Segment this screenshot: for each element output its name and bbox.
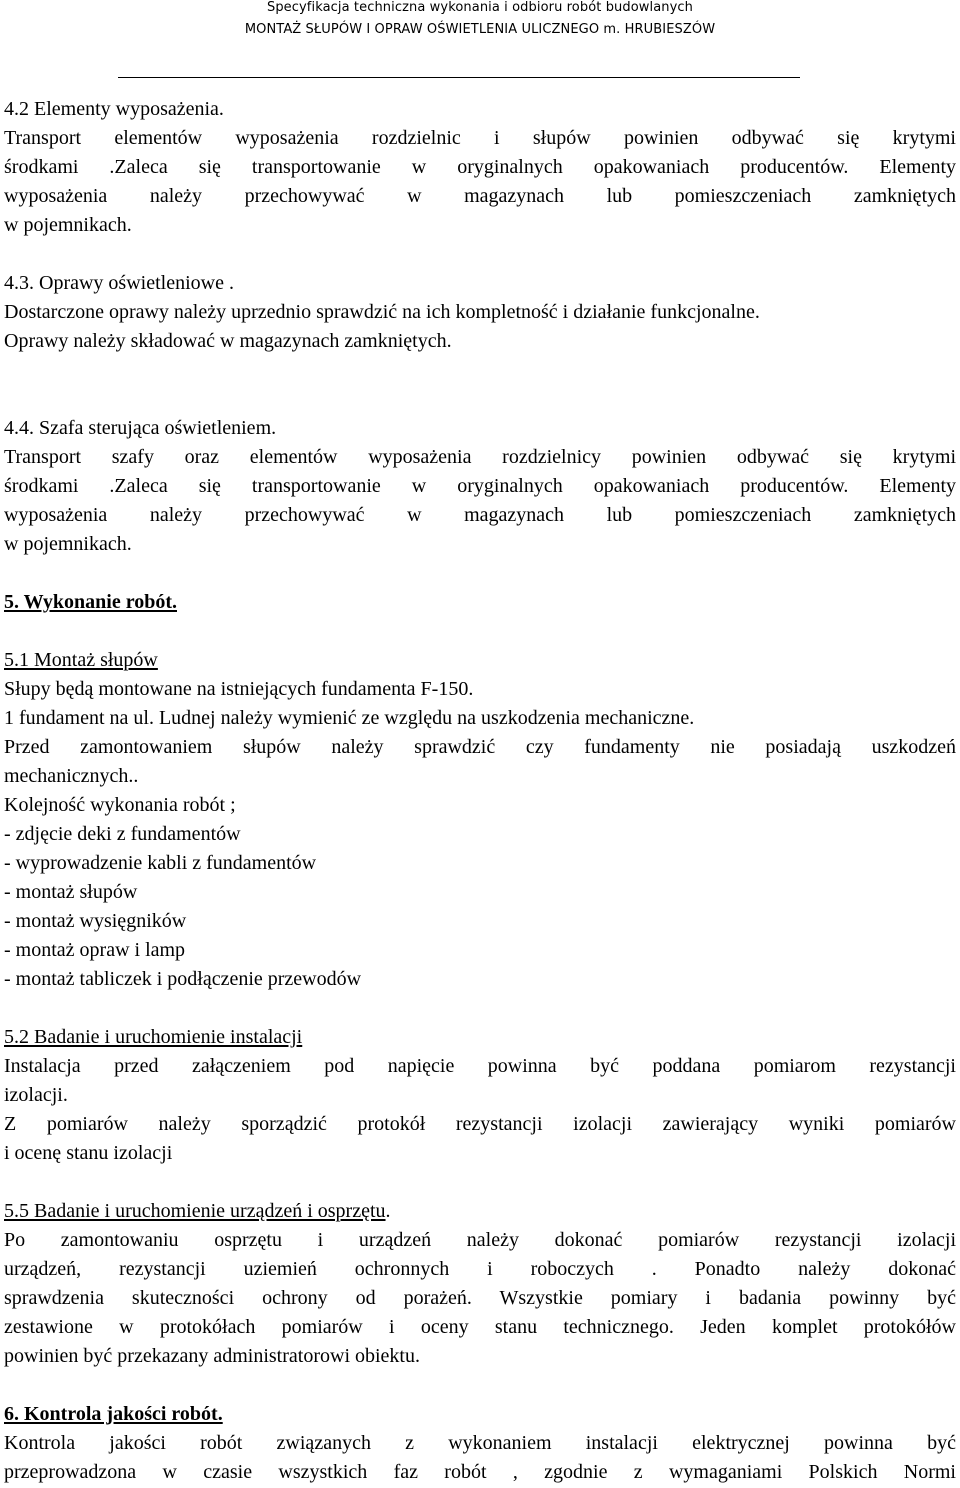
list-item: - zdjęcie deki z fundamentów bbox=[4, 823, 241, 845]
section-5-5 bbox=[4, 1197, 956, 1371]
list-item: - montaż wysięgników bbox=[4, 910, 187, 932]
paragraph-line: wyposażenia należy przechowywać w magazynach lub pomieszczeniach zamkniętych bbox=[4, 504, 956, 526]
paragraph-line: Oprawy należy składować w magazynach zamkniętych. bbox=[4, 330, 452, 352]
section-6 bbox=[4, 1400, 956, 1487]
paragraph-line: Kolejność wykonania robót ; bbox=[4, 794, 236, 816]
paragraph-line: w pojemnikach. bbox=[4, 533, 132, 555]
section-5-2 bbox=[4, 1023, 956, 1168]
paragraph-line: zestawione w protokółach pomiarów i oceny stanu technicznego. Jeden komplet protokółów bbox=[4, 1316, 956, 1338]
chapter-heading-text: 5. Wykonanie robót. bbox=[4, 591, 177, 613]
paragraph-line: Słupy będą montowane na istniejących fundamenta F-150. bbox=[4, 678, 474, 700]
chapter-heading bbox=[4, 1400, 956, 1429]
paragraph-line: w pojemnikach. bbox=[4, 214, 132, 236]
paragraph-line: Kontrola jakości robót związanych z wykonaniem instalacji elektrycznej powinna być bbox=[4, 1432, 956, 1454]
section-heading-text: 5.1 Montaż słupów bbox=[4, 649, 158, 671]
chapter-heading-text: 6. Kontrola jakości robót. bbox=[4, 1403, 223, 1425]
list-item: - montaż słupów bbox=[4, 881, 138, 903]
paragraph-line: Po zamontowaniu osprzętu i urządzeń należy dokonać pomiarów rezystancji izolacji bbox=[4, 1229, 956, 1251]
section-4-4 bbox=[4, 414, 956, 559]
paragraph-line: środkami .Zaleca się transportowanie w oryginalnych opakowaniach producentów. Elementy bbox=[4, 475, 956, 497]
paragraph-line: przeprowadzona w czasie wszystkich faz robót , zgodnie z wymaganiami Polskich Normi bbox=[4, 1461, 956, 1483]
header-document-type: Specyfikacja techniczna wykonania i odbioru robót budowlanych bbox=[266, 0, 694, 15]
paragraph-line: Dostarczone oprawy należy uprzednio sprawdzić na ich kompletność i działanie funkcjonalne. bbox=[4, 301, 760, 323]
paragraph-line: wyposażenia należy przechowywać w magazynach lub pomieszczeniach zamkniętych bbox=[4, 185, 956, 207]
section-4-3 bbox=[4, 269, 956, 356]
document-body bbox=[4, 95, 956, 1487]
section-5-1 bbox=[4, 646, 956, 994]
paragraph-line: Z pomiarów należy sporządzić protokół rezystancji izolacji zawierający wyniki pomiarów bbox=[4, 1113, 956, 1135]
list-item: - montaż tabliczek i podłączenie przewodów bbox=[4, 968, 362, 990]
section-heading: 4.3. Oprawy oświetleniowe . bbox=[4, 272, 234, 294]
paragraph-line: mechanicznych.. bbox=[4, 765, 139, 787]
section-heading: 4.4. Szafa sterująca oświetleniem. bbox=[4, 417, 277, 439]
chapter-heading bbox=[4, 588, 956, 617]
section-heading bbox=[4, 646, 956, 675]
paragraph-line: i ocenę stanu izolacji bbox=[4, 1142, 173, 1164]
list-item: - montaż opraw i lamp bbox=[4, 939, 186, 961]
paragraph-line: izolacji. bbox=[4, 1084, 68, 1106]
section-heading bbox=[4, 1197, 956, 1226]
header-divider bbox=[118, 77, 800, 78]
paragraph-line: Transport szafy oraz elementów wyposażenia rozdzielnicy powinien odbywać się krytymi bbox=[4, 446, 956, 468]
list-item: - wyprowadzenie kabli z fundamentów bbox=[4, 852, 317, 874]
paragraph-line: powinien być przekazany administratorowi obiektu. bbox=[4, 1345, 420, 1367]
section-4-2 bbox=[4, 95, 956, 240]
section-heading bbox=[4, 1023, 956, 1052]
paragraph-line: 1 fundament na ul. Ludnej należy wymienić ze względu na uszkodzenia mechaniczne. bbox=[4, 707, 695, 729]
header-project-title: MONTAŻ SŁUPÓW I OPRAW OŚWIETLENIA ULICZNEGO m. HRUBIESZÓW bbox=[244, 22, 716, 37]
paragraph-line: urządzeń, rezystancji uziemień ochronnych i roboczych . Ponadto należy dokonać bbox=[4, 1258, 956, 1280]
section-heading-tail: . bbox=[385, 1200, 391, 1222]
page-header bbox=[0, 0, 960, 80]
section-5 bbox=[4, 588, 956, 617]
paragraph-line: Przed zamontowaniem słupów należy sprawdzić czy fundamenty nie posiadają uszkodzeń bbox=[4, 736, 956, 758]
section-heading-text: 5.2 Badanie i uruchomienie instalacji bbox=[4, 1026, 303, 1048]
section-heading-text: 5.5 Badanie i uruchomienie urządzeń i osprzętu bbox=[4, 1200, 386, 1222]
paragraph-line: Instalacja przed załączeniem pod napięcie powinna być poddana pomiarom rezystancji bbox=[4, 1055, 956, 1077]
paragraph-line: środkami .Zaleca się transportowanie w oryginalnych opakowaniach producentów. Elementy bbox=[4, 156, 956, 178]
section-heading: 4.2 Elementy wyposażenia. bbox=[4, 98, 224, 120]
paragraph-line: Transport elementów wyposażenia rozdzielnic i słupów powinien odbywać się krytymi bbox=[4, 127, 956, 149]
paragraph-line: sprawdzenia skuteczności ochrony od porażeń. Wszystkie pomiary i badania powinny być bbox=[4, 1287, 956, 1309]
